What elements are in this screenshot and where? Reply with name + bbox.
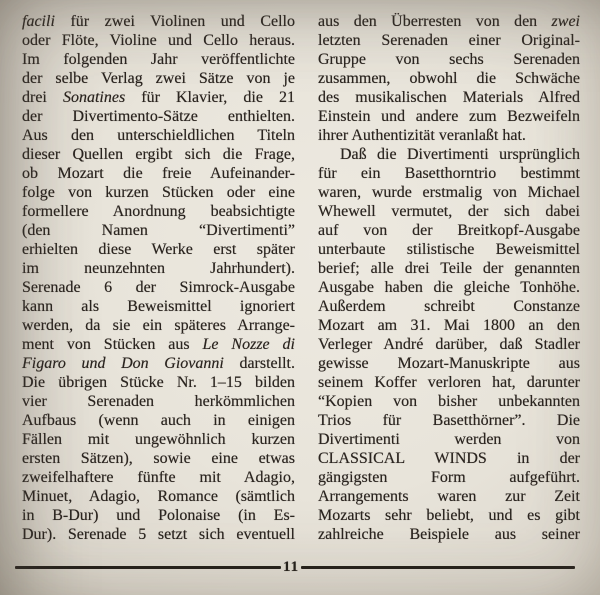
text-line: Minuet, Adagio, Romance (sämtlich xyxy=(22,488,295,505)
text-line: Ausgabe haben die gleiche Tonhöhe. xyxy=(318,279,580,296)
page-number: 11 xyxy=(283,559,300,575)
text-line: Fällen mit ungewöhnlich kurzen xyxy=(22,431,295,448)
text-line: kann als Beweismittel ignoriert xyxy=(22,298,295,315)
text-line: facili für zwei Violinen und Cello xyxy=(22,13,295,30)
text-line: letzten Serenaden einer Original- xyxy=(318,32,580,49)
text-line: Dur). Serenade 5 setzt sich eventuell xyxy=(22,526,295,543)
right-text-column xyxy=(318,12,580,544)
footer-rule-left xyxy=(15,566,281,569)
text-line: gewisse Mozart-Manuskripte aus xyxy=(318,355,580,372)
text-line: Divertimenti werden von xyxy=(318,431,580,448)
text-line: Aus den unterschieldlichen Titeln xyxy=(22,127,295,144)
text-line: Mozarts sehr beliebt, und es gibt xyxy=(318,507,580,524)
text-line: Whewell vermutet, der sich dabei xyxy=(318,203,580,220)
text-line: oder Flöte, Violine und Cello heraus. xyxy=(22,32,295,49)
footer-rule-right xyxy=(301,566,575,569)
text-line: dieser Quellen ergibt sich die Frage, xyxy=(22,146,295,163)
text-line: Gruppe von sechs Serenaden xyxy=(318,51,580,68)
text-line: formellere Anordnung beabsichtigte xyxy=(22,203,295,220)
text-line: zweifelhaftere fünfte mit Adagio, xyxy=(22,469,295,486)
text-line: der selbe Verlag zwei Sätze von je xyxy=(22,70,295,87)
text-line: vier Serenaden herkömmlichen xyxy=(22,393,295,410)
text-line: (den Namen “Divertimenti” xyxy=(22,222,295,239)
text-line: zahlreiche Beispiele aus seiner xyxy=(318,526,580,543)
text-line: drei Sonatines für Klavier, die 21 xyxy=(22,89,295,106)
text-line: ob Mozart die freie Aufeinander- xyxy=(22,165,295,182)
text-line: Mozart am 31. Mai 1800 an den xyxy=(318,317,580,334)
text-line: in B-Dur) und Polonaise (in Es- xyxy=(22,507,295,524)
text-line: “Kopien von bisher unbekannten xyxy=(318,393,580,410)
text-line: werden, da sie ein späteres Arrange- xyxy=(22,317,295,334)
text-line: unterbaute stilistische Beweismittel xyxy=(318,241,580,258)
text-line: gängigsten Form aufgeführt. xyxy=(318,469,580,486)
text-line: Daß die Divertimenti ursprünglich xyxy=(340,146,580,163)
left-text-column xyxy=(22,12,295,544)
text-line: Arrangements waren zur Zeit xyxy=(318,488,580,505)
text-line: im neunzehnten Jahrhundert). xyxy=(22,260,295,277)
text-line: folge von kurzen Stücken oder eine xyxy=(22,184,295,201)
text-line: zusammen, obwohl die Schwäche xyxy=(318,70,580,87)
text-line: CLASSICAL WINDS in der xyxy=(318,450,580,467)
text-line: seinem Koffer verloren hat, darunter xyxy=(318,374,580,391)
text-line: Einstein und andere zum Bezweifeln xyxy=(318,108,580,125)
text-line: Figaro und Don Giovanni darstellt. xyxy=(22,355,295,372)
text-line: auf von der Breitkopf-Ausgabe xyxy=(318,222,580,239)
text-line: aus den Überresten von den zwei xyxy=(318,13,580,30)
text-line: der Divertimento-Sätze enthielten. xyxy=(22,108,295,125)
text-line: für ein Basetthorntrio bestimmt xyxy=(318,165,580,182)
text-line: berief; alle drei Teile der genannten xyxy=(318,260,580,277)
text-line: ihrer Authentizität veranlaßt hat. xyxy=(318,127,526,144)
text-line: Serenade 6 der Simrock-Ausgabe xyxy=(22,279,295,296)
page-footer xyxy=(15,560,575,575)
text-line: ment von Stücken aus Le Nozze di xyxy=(22,336,296,353)
two-column-text-block xyxy=(22,12,580,544)
text-line: Verleger André darüber, daß Stadler xyxy=(318,336,580,353)
text-line: erhielten diese Werke erst später xyxy=(22,241,295,258)
text-line: Außerdem schreibt Constanze xyxy=(318,298,580,315)
text-line: Die übrigen Stücke Nr. 1–15 bilden xyxy=(22,374,295,391)
text-line: waren, wurde erstmalig von Michael xyxy=(318,184,580,201)
text-line: Im folgenden Jahr veröffentlichte xyxy=(22,51,295,68)
text-line: des musikalischen Materials Alfred xyxy=(318,89,580,106)
text-line: Trios für Basetthörner”. Die xyxy=(318,412,580,429)
text-line: Aufbaus (wenn auch in einigen xyxy=(22,412,295,429)
text-line: ersten Sätzen), sowie eine etwas xyxy=(22,450,295,467)
